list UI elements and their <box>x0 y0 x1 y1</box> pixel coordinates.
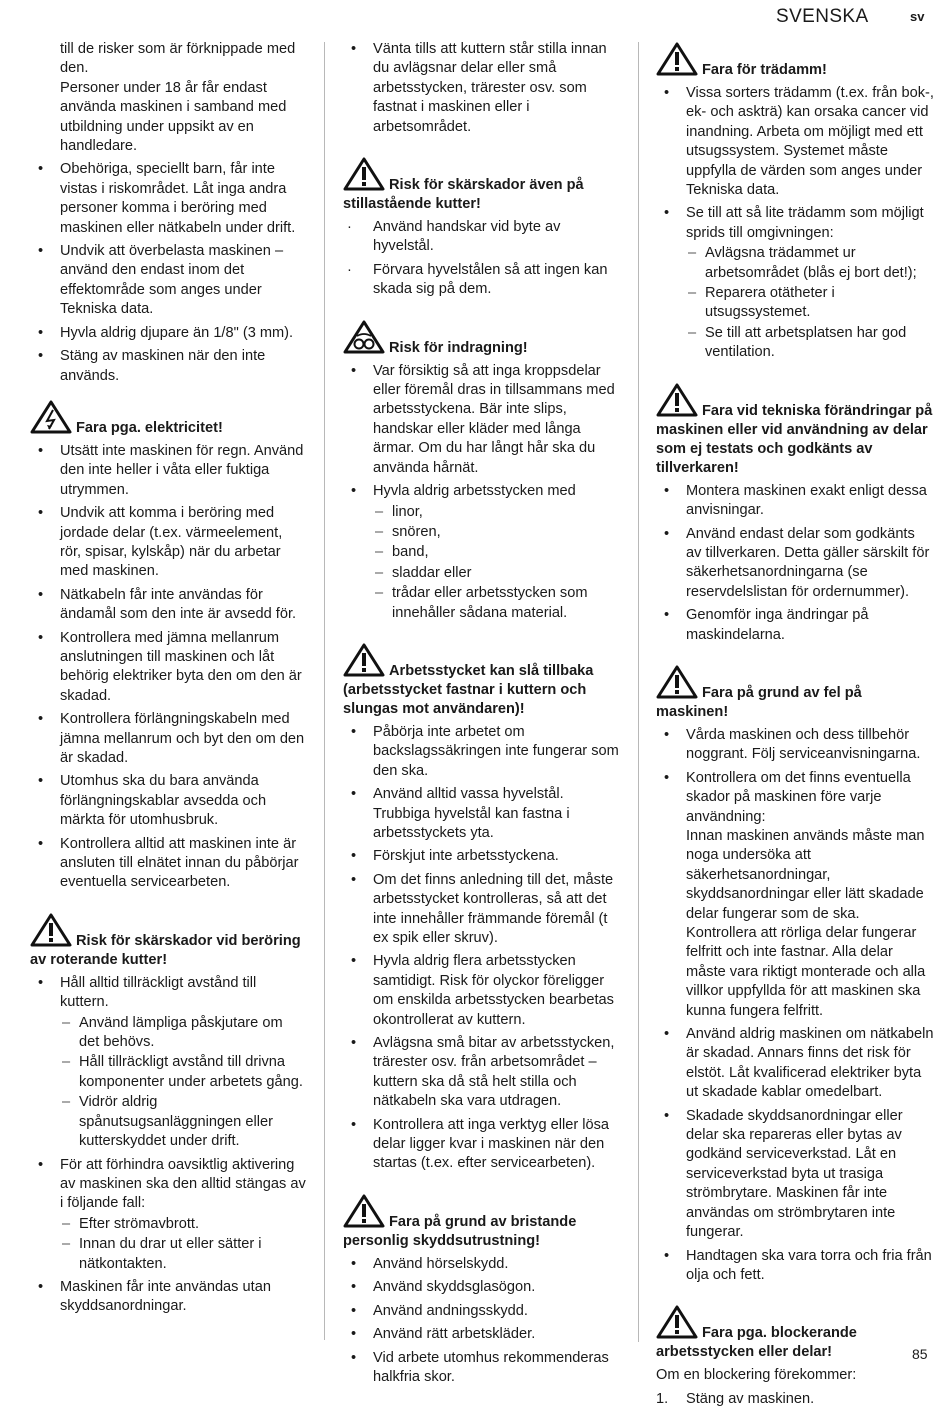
list-item: • Undvik att komma i beröring med jordade delar (t.ex. värmeelement, rör, spisar, kylskåp) när du arbetar med maskinen. <box>38 505 283 580</box>
list-item: • Kontrollera att inga verktyg eller lösa delar ligger kvar i maskinen när den startas (t.ex. efter servicearbeten). <box>351 1116 610 1172</box>
column-divider <box>324 42 325 1340</box>
list-item: • Vid arbete utomhus rekommenderas halkfria skor. <box>351 1349 609 1385</box>
sub-list-item: – Se till att arbetsplatsen har god ventilation. <box>688 324 907 361</box>
list-item: • Handtagen ska vara torra och fria från olja och fett. <box>664 1247 932 1283</box>
list-item: • Obehöriga, speciellt barn, får inte vistas i riskområdet. Låt inga andra personer komma i beröring med maskinen eller nätkabeln under drift. <box>38 161 296 236</box>
list-item: • Påbörja inte arbetet om backslagssäkringen inte fungerar som den ska. <box>351 723 619 779</box>
language-header: SVENSKA <box>776 6 869 27</box>
sub-list-item: – Avlägsna trädammet ur arbetsområdet (blås ej bort det!); <box>688 245 917 281</box>
warning-heading: Risk för skärskador även på stillastående kutter! <box>343 157 621 214</box>
sub-list-item: – snören, <box>375 523 441 540</box>
sub-list-item: – linor, <box>375 503 423 520</box>
list-item: • Använd skyddsglasögon. <box>351 1279 536 1296</box>
intro-paragraph: till de risker som är förknippade med den. Personer under 18 år får endast använda maskinen i samband med utbildning under uppsikt av en handledare. <box>60 41 296 155</box>
list-item: • Kontrollera om det finns eventuella skador på maskinen före varje användning: Innan maskinen används måste man noga undersöka att säkerhetsanordningar, skyddsanordningar eller lätt skadade delar fungerar som de ska. Kontrollera att rörliga delar fungerar felfritt och inte fastnar. Alla delar måste vara riktigt monterade och alla villkor uppfyllda för att maskinen ska kunna fungera felfritt. <box>664 769 926 1019</box>
warning-triangle-icon <box>656 665 698 699</box>
sub-list-item: – Reparera otätheter i utsugssystemet. <box>688 285 835 321</box>
list-item: • Använd aldrig maskinen om nätkabeln är skadad. Annars finns det risk för elstöt. Låt kvalificerad elektriker byta ut skadade kablar omedelbart. <box>664 1026 934 1101</box>
warning-triangle-icon <box>656 1305 698 1339</box>
list-item: • Var försiktig så att inga kroppsdelar eller föremål dras in tillsammans med arbetsstyckena. Bär inte slips, handskar eller kläder med långa ärmar. Om du har långt hår ska du använda hårnät. <box>351 362 615 476</box>
list-item: • Utomhus ska du bara använda förlängningskablar avsedda och märkta för utomhusbruk. <box>38 773 267 829</box>
warning-heading: Fara pga. elektricitet! <box>30 400 306 438</box>
numbered-step: 1. Stäng av maskinen. <box>656 1390 815 1407</box>
list-item: · Förvara hyvelstålen så att ingen kan skada sig på dem. <box>347 261 608 298</box>
list-item: • Hyvla aldrig arbetsstycken med <box>351 483 576 500</box>
column-3 <box>656 40 934 1409</box>
list-item: • Kontrollera förlängningskabeln med jämna mellanrum och byt den om den är skadad. <box>38 711 305 766</box>
list-item: · Använd handskar vid byte av hyvelstål. <box>347 219 561 255</box>
warning-heading: Fara på grund av fel på maskinen! <box>656 665 934 722</box>
warning-heading: Fara för trädamm! <box>656 42 934 80</box>
list-item: • Undvik att överbelasta maskinen – använd den endast inom det effektområde som anges under Tekniska data. <box>38 243 284 318</box>
list-item: • Kontrollera med jämna mellanrum anslutningen till maskinen och låt behörig elektriker byta den om den är skadad. <box>38 629 302 704</box>
list-item: • Håll alltid tillräckligt avstånd till kuttern. <box>38 974 257 1011</box>
entanglement-warning-icon <box>343 320 385 354</box>
sub-list-item: – Vidrör aldrig spånutsugsanläggningen eller kutterskyddet under drift. <box>62 1094 273 1150</box>
warning-heading: Arbetsstycket kan slå tillbaka (arbetsstycket fastnar i kuttern och slungas mot användaren)! <box>343 643 621 719</box>
warning-heading: Risk för skärskador vid beröring av roterande kutter! <box>30 913 306 970</box>
list-item: • Avlägsna små bitar av arbetsstycken, trärester osv. från arbetsområdet – kuttern ska då stå helt stilla och nätkabeln ska vara utdragen. <box>351 1035 615 1110</box>
list-item: • Se till att så lite trädamm som möjligt sprids till omgivningen: <box>664 205 924 241</box>
warning-triangle-icon <box>343 1194 385 1228</box>
column-1 <box>30 40 306 1317</box>
language-code: sv <box>910 9 925 24</box>
list-item: • Hyvla aldrig djupare än 1/8" (3 mm). <box>38 324 294 341</box>
list-item: • Använd rätt arbetskläder. <box>351 1326 536 1343</box>
list-item: • Kontrollera alltid att maskinen inte är ansluten till elnätet innan du påbörjar eventuella servicearbeten. <box>38 835 299 891</box>
list-item: • Vänta tills att kuttern står stilla innan du avlägsnar delar eller små arbetsstycken, trärester osv. som fastnat i maskinen eller i arbetsområdet. <box>351 41 607 135</box>
list-item: • Montera maskinen exakt enligt dessa anvisningar. <box>664 482 927 519</box>
warning-heading: Fara pga. blockerande arbetsstycken eller delar! <box>656 1305 934 1362</box>
list-item: • Vissa sorters trädamm (t.ex. från bok-, ek- och askträ) kan orsaka cancer vid inandning. Arbeta om möjligt med ett utsugssystem. Systemet måste uppfylla de värden som anges under Tekniska data. <box>664 85 934 199</box>
list-item: • Om det finns anledning till det, måste arbetsstycket kontrolleras, så att det inte innehåller främmande föremål (t ex spik eller skruv). <box>351 871 614 946</box>
list-item: • Stäng av maskinen när den inte används. <box>38 348 266 384</box>
warning-heading: Risk för indragning! <box>343 320 621 358</box>
warning-triangle-icon <box>30 913 72 947</box>
list-item: • Använd endast delar som godkänts av tillverkaren. Detta gäller särskilt för säkerhetsanordningarna (se reservdelslistan för ordernummer). <box>664 525 930 600</box>
list-item: • Använd andningsskydd. <box>351 1302 528 1319</box>
column-divider <box>638 42 639 1342</box>
sub-list-item: – Efter strömavbrott. <box>62 1215 200 1232</box>
sub-list-item: – Innan du drar ut eller sätter i nätkontakten. <box>62 1236 262 1272</box>
sub-list-item: – sladdar eller <box>375 564 472 581</box>
list-item: • Använd alltid vassa hyvelstål. Trubbiga hyvelstål kan fastna i arbetsstyckets yta. <box>351 786 570 841</box>
list-item: • Förskjut inte arbetsstyckena. <box>351 848 559 865</box>
electric-warning-icon <box>30 400 72 434</box>
list-item: • Nätkabeln får inte användas för ändamål som den inte är avsedd för. <box>38 586 297 623</box>
list-item: • För att förhindra oavsiktlig aktivering av maskinen ska den alltid stängas av i följande fall: <box>38 1156 306 1212</box>
page-number: 85 <box>912 1346 928 1362</box>
warning-heading: Fara vid tekniska förändringar på maskinen eller vid användning av delar som ej testats och godkänts av tillverkaren! <box>656 383 934 478</box>
sub-list-item: – band, <box>375 544 429 561</box>
column-2 <box>343 40 621 1387</box>
list-item: • Skadade skyddsanordningar eller delar ska repareras eller bytas av godkänd serviceverkstad. Låt en serviceverkstad byta ut trasiga strömbrytare. Maskinen får inte användas om strömbrytaren inte fungerar. <box>664 1107 903 1241</box>
block-intro: Om en blockering förekommer: <box>656 1367 857 1384</box>
sub-list-item: – trådar eller arbetsstycken som innehåller sådana material. <box>375 585 588 621</box>
sub-list-item: – Håll tillräckligt avstånd till drivna komponenter under arbetets gång. <box>62 1054 303 1090</box>
list-item: • Hyvla aldrig flera arbetsstycken samtidigt. Risk för olyckor föreligger om enskilda arbetsstycken bearbetas okontrollerat av kuttern. <box>351 953 614 1028</box>
list-item: • Vårda maskinen och dess tillbehör noggrant. Följ serviceanvisningarna. <box>664 726 921 763</box>
list-item: • Maskinen får inte användas utan skyddsanordningar. <box>38 1278 271 1315</box>
warning-triangle-icon <box>656 42 698 76</box>
warning-triangle-icon <box>343 643 385 677</box>
list-item: • Genomför inga ändringar på maskindelarna. <box>664 607 869 643</box>
warning-heading: Fara på grund av bristande personlig skyddsutrustning! <box>343 1194 621 1251</box>
sub-list-item: – Använd lämpliga påskjutare om det behövs. <box>62 1014 283 1051</box>
warning-triangle-icon <box>656 383 698 417</box>
list-item: • Använd hörselskydd. <box>351 1255 509 1272</box>
list-item: • Utsätt inte maskinen för regn. Använd den inte heller i våta eller fuktiga utrymmen. <box>38 442 304 498</box>
warning-triangle-icon <box>343 157 385 191</box>
